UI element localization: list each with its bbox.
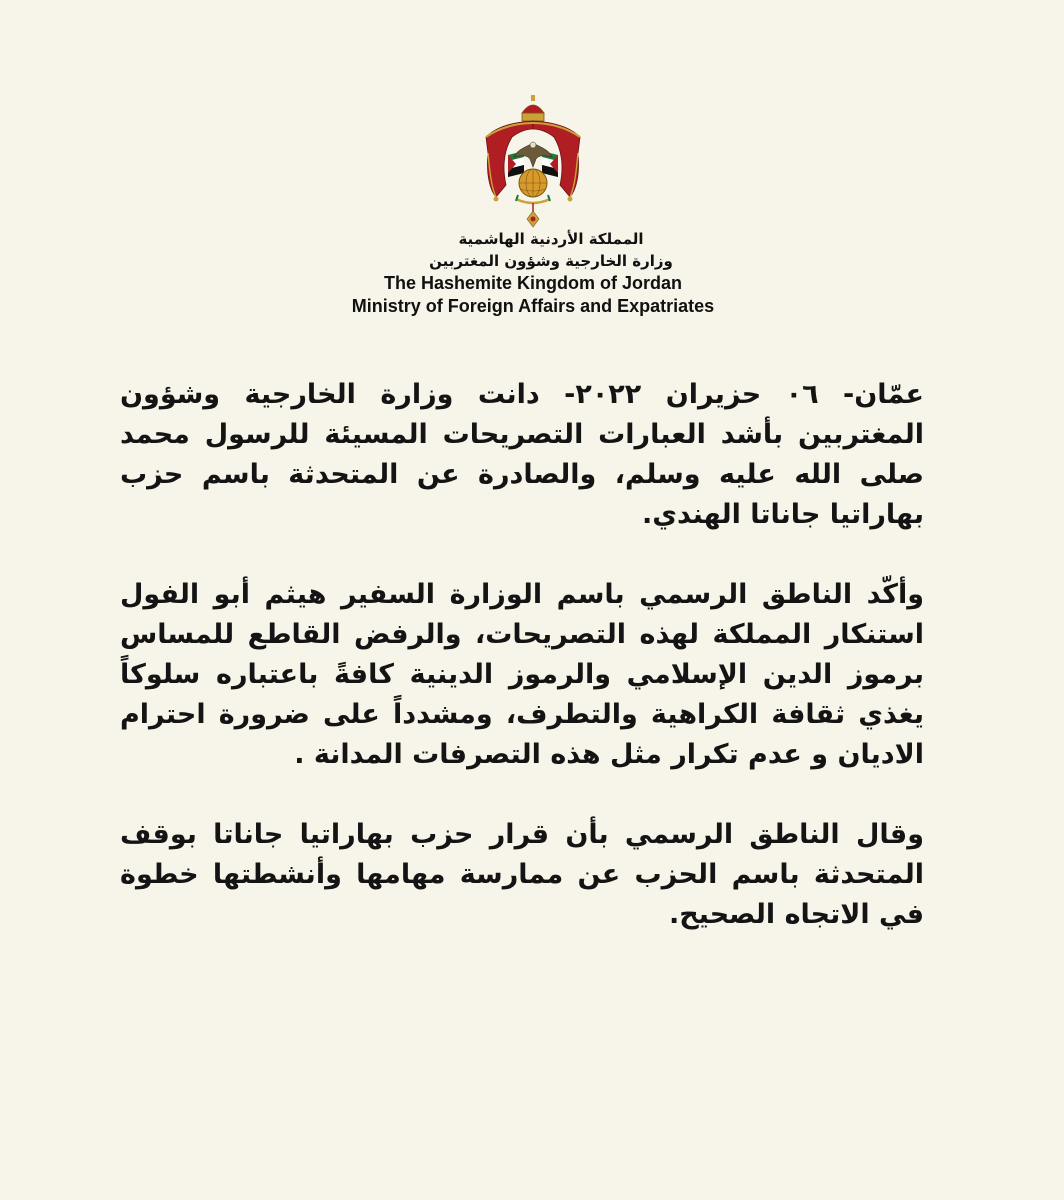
arabic-kingdom-name: المملكة الأردنية الهاشمية [458,230,644,248]
statement-body [120,375,924,975]
globe-shield-icon [519,169,547,197]
crown-icon [522,95,544,121]
order-medal-icon [527,203,539,227]
statement-paragraph-3: وقال الناطق الرسمي بأن قرار حزب بهاراتيا جاناتا بوقف المتحدثة باسم الحزب عن ممارسة مهامها وأنشطتها خطوة في الاتجاه الصحيح. [120,819,924,930]
letterhead [300,228,766,318]
arabic-ministry-name: وزارة الخارجية وشؤون المغتربين [429,252,673,270]
statement-paragraph-2: وأكّد الناطق الرسمي باسم الوزارة السفير هيثم أبو الفول استنكار المملكة لهذه التصريحات، والرفض القاطع للمساس برموز الدين الإسلامي والرموز الدينية كافةً باعتباره سلوكاً يغذي ثقافة الكراهية والتطرف، ومشدداً على ضرورة احترام الاديان و عدم تكرار مثل هذه التصرفات المدانة . [120,579,924,770]
statement-paragraph-1: عمّان- ٠٦ حزيران ٢٠٢٢- دانت وزارة الخارجية وشؤون المغتربين بأشد العبارات التصريحات المسيئة للرسول محمد صلى الله عليه وسلم، والصادرة عن المتحدثة باسم حزب بهاراتيا جاناتا الهندي. [120,379,924,530]
jordan-coat-of-arms-emblem [478,95,588,230]
english-ministry-name: Ministry of Foreign Affairs and Expatriates [351,296,715,316]
english-kingdom-name: The Hashemite Kingdom of Jordan [383,273,683,293]
